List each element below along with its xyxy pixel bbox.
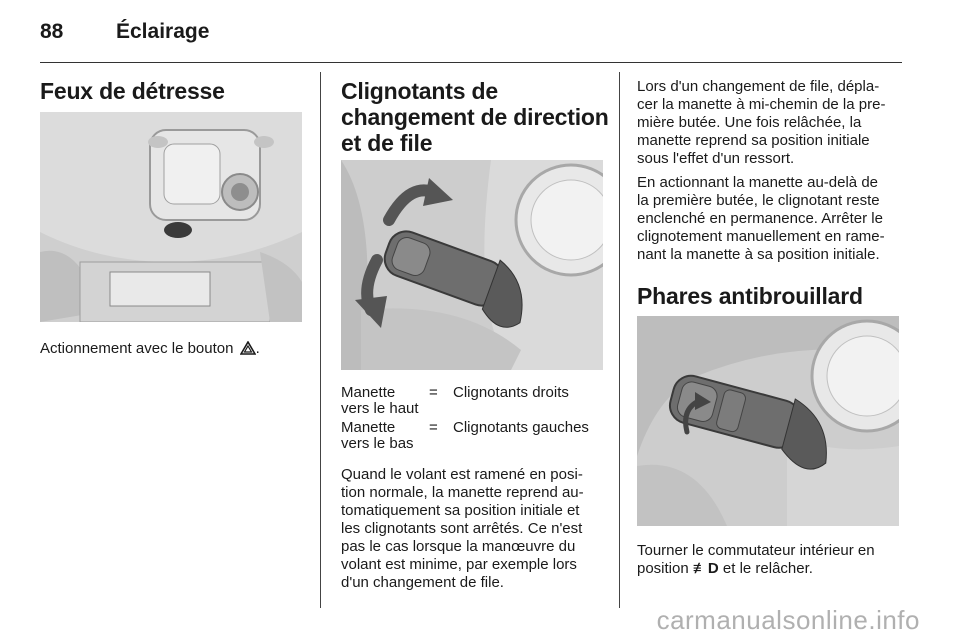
- hazard-caption-text: Actionnement avec le bouton: [40, 340, 234, 357]
- hazard-caption-end: .: [255, 340, 260, 357]
- table-row: [341, 420, 603, 452]
- header-rule: [40, 62, 902, 63]
- column-divider-1: [320, 72, 321, 608]
- page-number: 88: [40, 20, 64, 43]
- section-heading-hazard: Feux de détresse: [40, 78, 225, 104]
- section-heading-fog-lights: Phares antibrouillard: [637, 283, 863, 309]
- turn-signal-lever-photo: [341, 160, 603, 370]
- column-divider-2: [619, 72, 620, 608]
- permanent-signal-paragraph: En actionnant la manette au-delà de la première butée, le clignotant reste enclenché en permanence. Arrêter le clignotement manuellement en rame- nant la manette à sa position initiale.: [637, 174, 885, 263]
- fog-light-icon: ≢D: [692, 560, 719, 577]
- fog-light-switch-photo: [637, 316, 899, 526]
- table-value: Clignotants gauches: [453, 419, 589, 436]
- table-value: Clignotants droits: [453, 384, 569, 401]
- lane-change-paragraph: Lors d'un changement de file, dépla- cer la manette à mi-chemin de la pre- mière butée. Une fois relâchée, la manette reprend sa position initiale sous l'effet d'un ressort.: [637, 78, 886, 167]
- table-equals: =: [429, 384, 438, 401]
- section-heading-turn-signals: [341, 78, 609, 156]
- table-key: Manette vers le bas: [341, 419, 414, 452]
- table-row: [341, 385, 603, 417]
- turn-heading-line-2: changement de direction: [341, 104, 609, 130]
- fog-caption-line-2: position ≢D et le relâcher.: [637, 560, 813, 577]
- hazard-triangle-icon: [240, 341, 256, 360]
- lever-definition-table: [341, 385, 603, 455]
- watermark: carmanualsonline.info: [656, 605, 920, 635]
- hazard-button-photo: [40, 112, 302, 322]
- turn-signal-paragraph: Quand le volant est ramené en posi- tion normale, la manette reprend au- tomatiquement sa position initiale et les clignotants sont arrêtés. Ce n'est pas le cas lorsque la manœuvre du volant est minime, par exemple lors d'un changement de file.: [341, 466, 584, 591]
- table-key: Manette vers le haut: [341, 384, 419, 417]
- fog-light-caption: Tourner le commutateur intérieur en position ≢D et le relâcher.: [637, 542, 907, 578]
- table-equals: =: [429, 419, 438, 436]
- page-title: Éclairage: [116, 20, 210, 43]
- hazard-caption: [40, 340, 260, 360]
- turn-heading-line-3: et de file: [341, 130, 433, 156]
- turn-heading-line-1: Clignotants de: [341, 78, 498, 104]
